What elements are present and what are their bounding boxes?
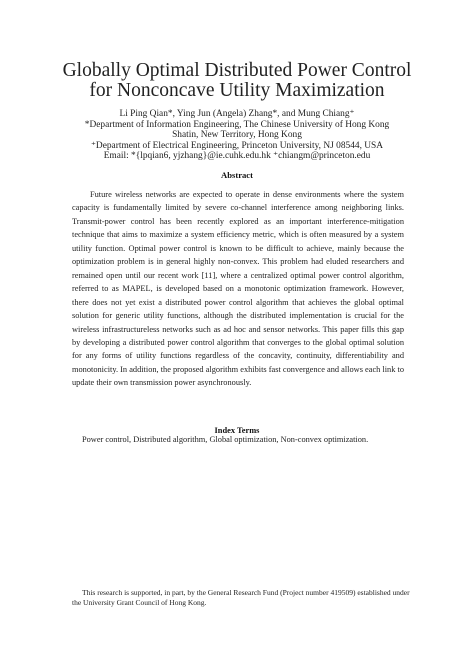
author-emails: Email: *{lpqian6, yjzhang}@ie.cuhk.edu.hk ⁺chiangm@princeton.edu — [103, 151, 371, 162]
paper-title-line-2: for Nonconcave Utility Maximization — [89, 80, 385, 101]
abstract-heading: Abstract — [221, 170, 253, 180]
index-terms-heading: Index Terms — [214, 426, 260, 435]
author-names: Li Ping Qian*, Ying Jun (Angela) Zhang*, and Mung Chiang⁺ — [119, 109, 355, 119]
paper-title-line-1: Globally Optimal Distributed Power Control — [62, 60, 412, 81]
abstract-text: Future wireless networks are expected to operate in dense environments where the system capacity is fundamentally limited by severe co-channel interference among neighboring links. Transmit-power control has been recently explored as an important interference-mitigation technique that aims to maximize a system efficiency metric, which is often measured by a system utility function. Optimal power control is known to be difficult to achieve, mainly because the optimization problem is in general highly non-convex. This problem had eluded researchers and remained open until our recent work [11], where a centralized optimal power control algorithm, referred to as MAPEL, is developed based on a monotonic optimization framework. However, there does not yet exist a distributed power control algorithm that achieves the global optimal solution for generic utility functions, although the distributed implementation is crucial for the wireless infrastructureless networks such as ad hoc and sensor networks. This paper fills this gap by developing a distributed power control algorithm that converges to the global optimal solution for any forms of utility functions regardless of the concavity, continuity, differentiability and monotonicity. In addition, the proposed algorithm exhibits fast convergence and allows each link to update their own transmission power asynchronously. — [72, 190, 404, 388]
affiliation-2: ⁺Department of Electrical Engineering, Princeton University, NJ 08544, USA — [90, 140, 384, 151]
author-block — [40, 109, 434, 162]
affiliation-1-line-2: Shatin, New Territory, Hong Kong — [172, 130, 302, 141]
funding-footnote: This research is supported, in part, by the General Research Fund (Project number 419509) established under the University Grant Council of Hong Kong. — [72, 588, 410, 607]
index-terms-text: Power control, Distributed algorithm, Global optimization, Non-convex optimization. — [82, 435, 369, 444]
affiliation-1-line-1: *Department of Information Engineering, The Chinese University of Hong Kong — [84, 119, 390, 130]
